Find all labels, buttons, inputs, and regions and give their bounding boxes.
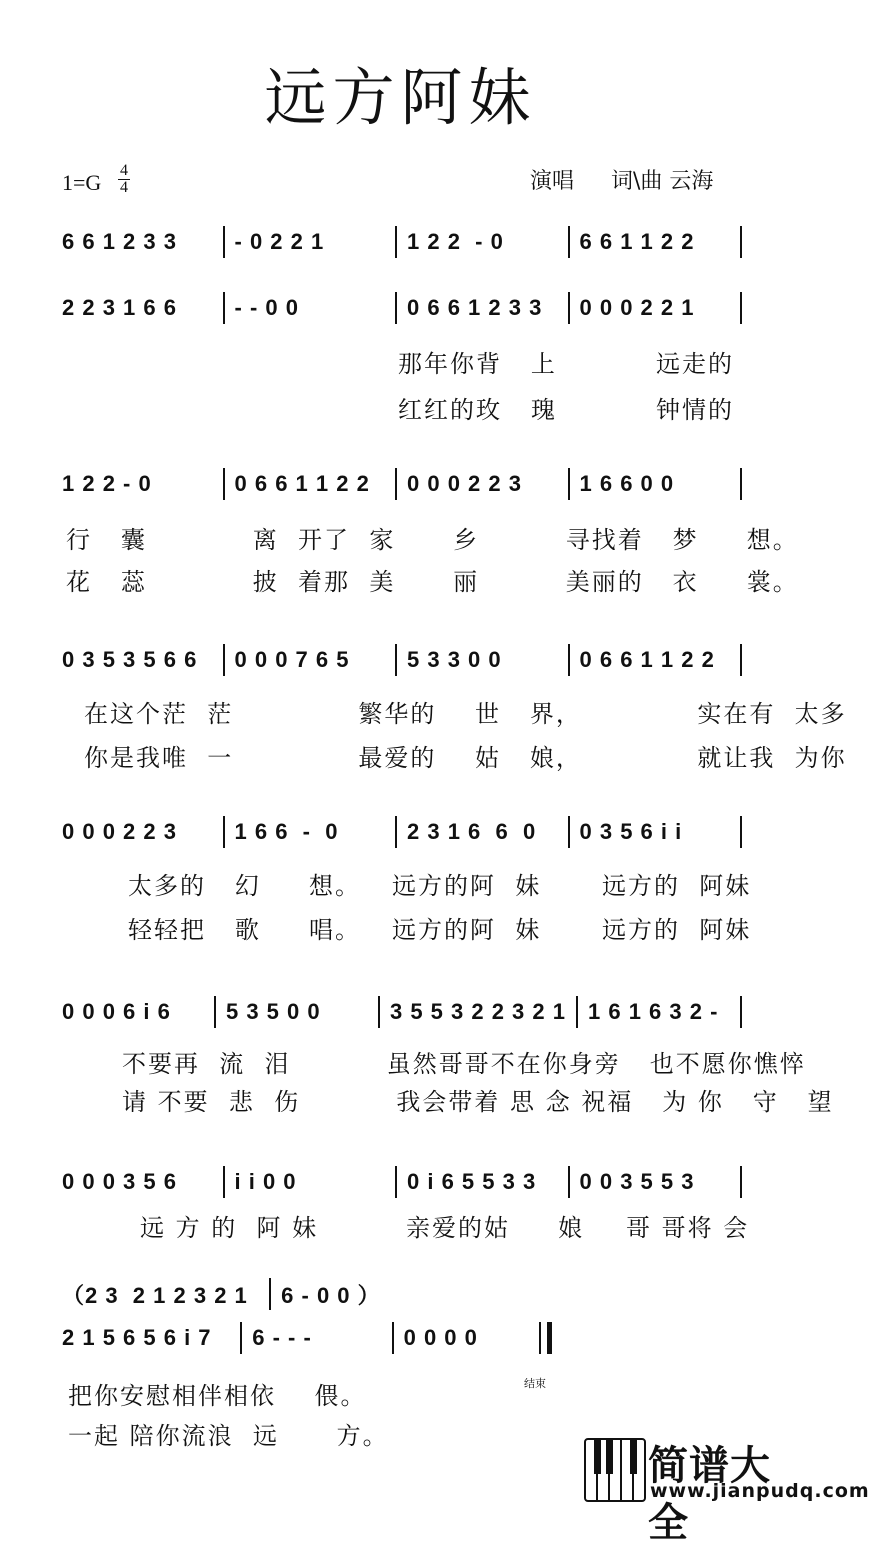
measure: 2 3 1 6 6 0 (407, 819, 537, 844)
notation-line-4 (62, 640, 752, 680)
credits (530, 164, 713, 195)
measure: 0 6 6 1 1 2 2 (234, 471, 370, 496)
notation-line-5 (62, 812, 752, 852)
notation-line-7 (62, 1162, 752, 1202)
lyric-line-11a: 远 方 的 阿 妹 (140, 1214, 319, 1242)
measure: 0 6 6 1 1 2 2 (579, 647, 715, 672)
time-signature-top: 4 (120, 162, 128, 179)
lyric-line-10: 请 不要 悲 伤 我会带着 思 念 祝福 为 你 守 望 (122, 1088, 834, 1116)
time-signature-bottom: 4 (120, 179, 128, 196)
measure: 0 0 0 0 (403, 1325, 478, 1350)
lyric-line-8a: 轻轻把 歌 唱。 (128, 916, 362, 944)
lyric-line-5: 在这个茫 茫 繁华的 世 界， 实在有 太多 (84, 700, 847, 728)
notation-line-1 (62, 222, 752, 262)
measure: 0 0 0 3 5 6 (62, 1169, 177, 1194)
time-signature (118, 163, 130, 196)
notation-line-6 (62, 992, 752, 1032)
measure: 0 3 5 3 5 6 6 (62, 647, 198, 672)
lyric-line-6: 你是我唯 一 最爱的 姑 娘， 就让我 为你 (84, 744, 847, 772)
lyric-line-7a: 太多的 幻 想。 (128, 872, 362, 900)
key-signature: 1=G (62, 170, 102, 195)
lyric-line-2b: 钟情的 (656, 396, 734, 424)
measure: 1 6 6 - 0 (234, 819, 339, 844)
measure: - 0 2 2 1 (234, 229, 325, 254)
lyric-line-12: 把你安慰相伴相依 偎。 (68, 1382, 367, 1410)
measure: 0 0 0 2 2 1 (579, 295, 695, 320)
measure: 1 6 1 6 3 2 - (588, 999, 719, 1024)
measure: 6 - - - (252, 1325, 312, 1350)
measure: 5 3 3 0 0 (407, 647, 502, 672)
lyric-line-1a: 那年你背 上 (398, 350, 557, 378)
measure: 2 1 5 6 5 6 i 7 (62, 1325, 212, 1350)
lyric-line-13: 一起 陪你流浪 远 方。 (68, 1422, 389, 1450)
measure: 0 0 3 5 5 3 (579, 1169, 695, 1194)
measure: 6 6 1 2 3 3 (62, 229, 177, 254)
measure: 3 5 5 3 2 2 3 2 1 (389, 999, 566, 1024)
measure: 2 2 3 1 6 6 (62, 295, 177, 320)
measure: 1 2 2 - 0 (407, 229, 504, 254)
measure: 0 i 6 5 5 3 3 (407, 1169, 537, 1194)
site-logo (584, 1436, 870, 1546)
lyric-line-8b: 远方的阿 妹 (392, 916, 542, 944)
notation-line-3 (62, 464, 752, 504)
measure: 0 0 0 2 2 3 (62, 819, 177, 844)
lyric-line-11b: 亲爱的姑 娘 (406, 1214, 585, 1242)
notation-line-9 (62, 1318, 552, 1358)
lyric-line-7c: 远方的 阿妹 (602, 872, 752, 900)
notation-line-8 (62, 1274, 422, 1314)
measure: 6 - 0 0 ） (281, 1282, 381, 1308)
measure: 5 3 5 0 0 (225, 999, 321, 1024)
lyric-line-1b: 远走的 (656, 350, 734, 378)
measure: 1 2 2 - 0 (62, 471, 152, 496)
measure: 0 3 5 6 i i (579, 819, 683, 844)
lyric-music-credit: 词\曲 云海 (611, 169, 714, 194)
measure: - - 0 0 (234, 295, 299, 320)
lyric-line-7b: 远方的阿 妹 (392, 872, 542, 900)
logo-brand: 简谱大全 (648, 1443, 771, 1546)
lyric-line-2a: 红红的玫 瑰 (398, 396, 557, 424)
measure: 0 0 0 6 i 6 (62, 999, 171, 1024)
measure: 0 0 0 2 2 3 (407, 471, 522, 496)
measure: 0 0 0 7 6 5 (234, 647, 350, 672)
song-title: 远方阿妹 (264, 61, 537, 134)
lyric-line-3: 行 囊 离 开了 家 乡 寻找着 梦 想。 (66, 526, 799, 554)
measure: （2 3 2 1 2 3 2 1 (62, 1282, 248, 1308)
lyric-line-11c: 哥 哥将 会 (626, 1214, 750, 1242)
logo-url: www.jianpudq.com (650, 1480, 870, 1502)
lyric-line-9: 不要再 流 泪 虽然哥哥不在你身旁 也不愿你憔悴 (122, 1050, 806, 1078)
lyric-line-8c: 远方的 阿妹 (602, 916, 752, 944)
end-mark: 结束 (524, 1377, 546, 1390)
measure: i i 0 0 (234, 1169, 297, 1194)
measure: 0 6 6 1 2 3 3 (407, 295, 543, 320)
singer-label: 演唱 (530, 169, 575, 194)
measure: 1 6 6 0 0 (579, 471, 675, 496)
measure: 6 6 1 1 2 2 (579, 229, 695, 254)
notation-line-2 (62, 288, 752, 328)
piano-keys-icon (584, 1438, 646, 1502)
lyric-line-4: 花 蕊 披 着那 美 丽 美丽的 衣 裳。 (66, 568, 799, 596)
